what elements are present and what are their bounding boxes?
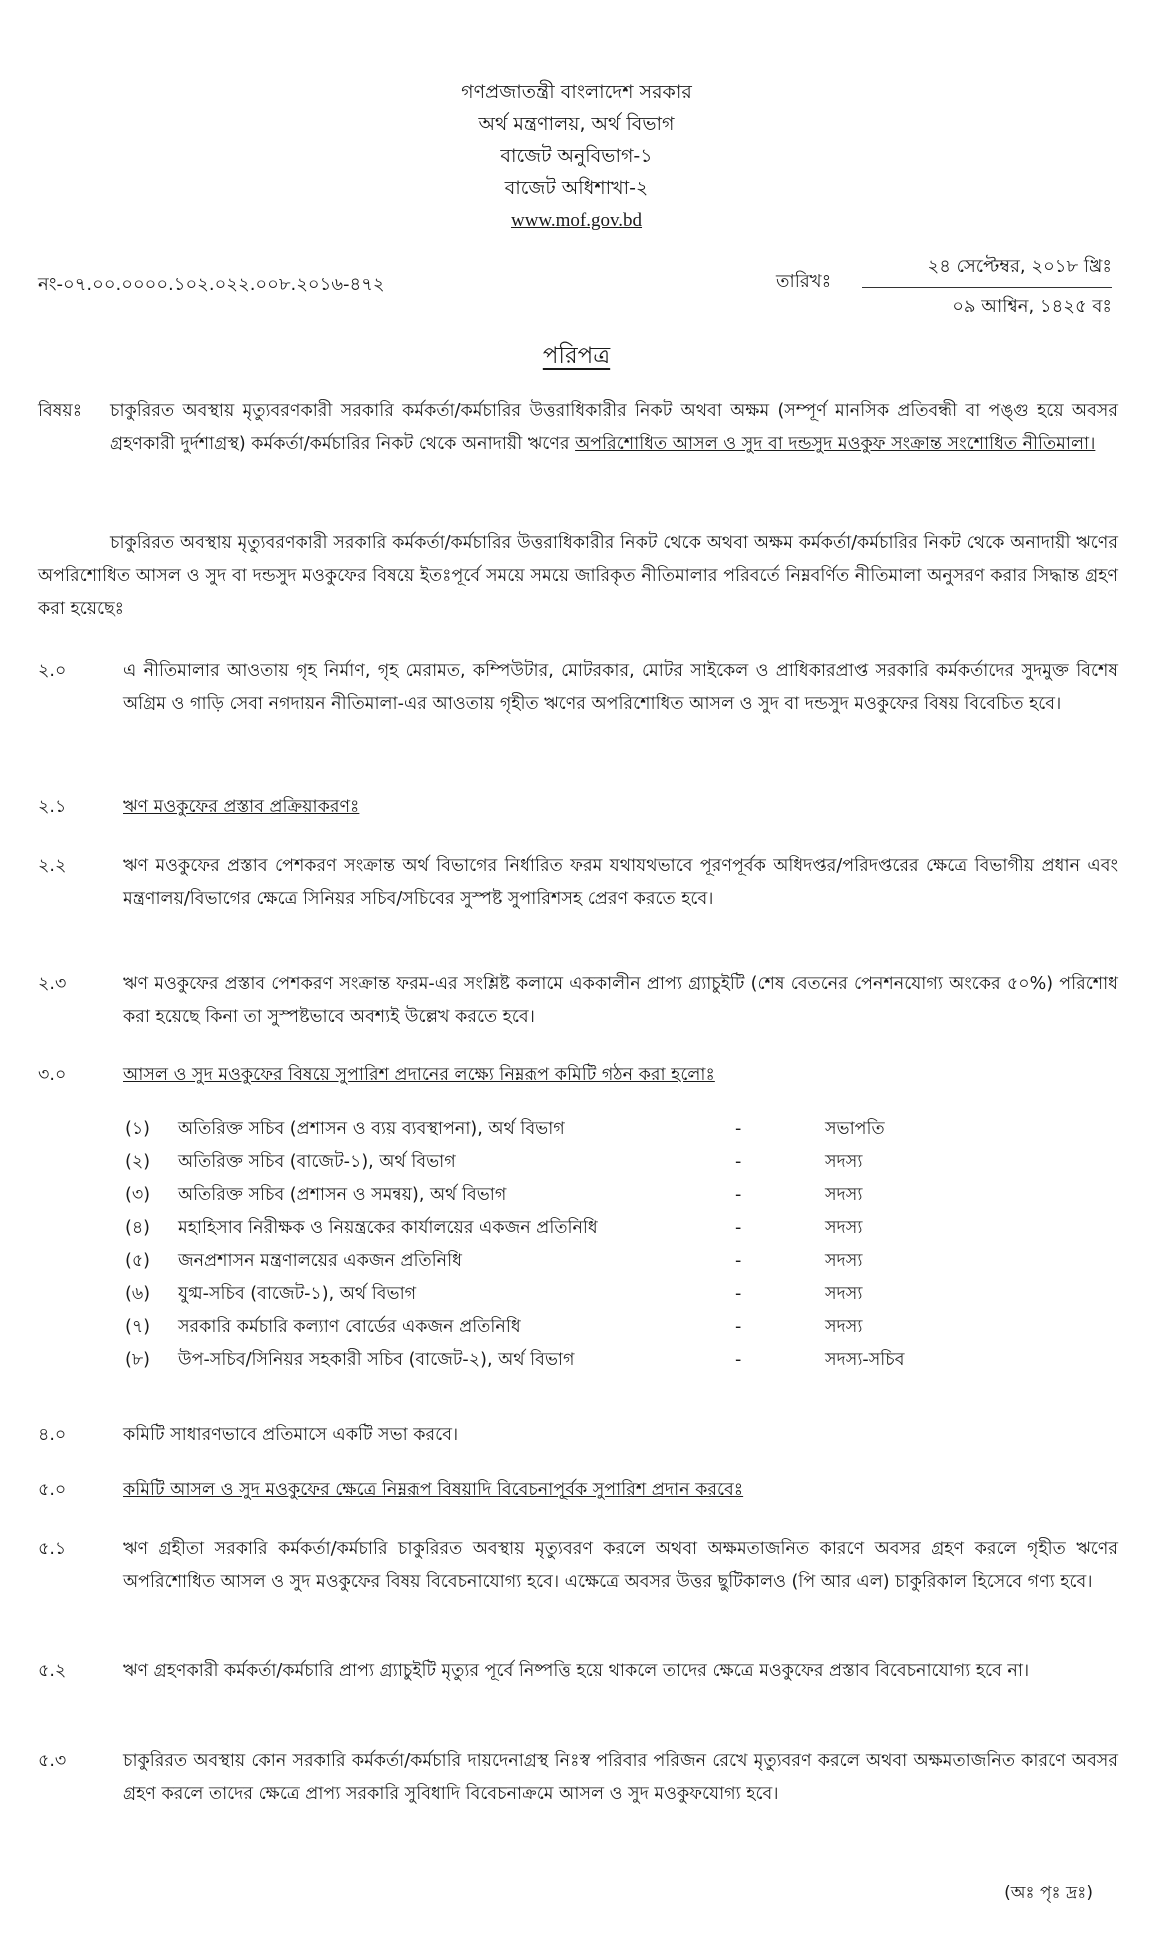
member-name: অতিরিক্ত সচিব (প্রশাসন ও ব্যয় ব্যবস্থাপনা), অর্থ বিভাগ [178, 1119, 565, 1139]
section-text: এ নীতিমালার আওতায় গৃহ নির্মাণ, গৃহ মেরামত, কম্পিউটার, মোটরকার, মোটর সাইকেল ও প্রাধিকারপ্রাপ্ত সরকারি কর্মকর্তাদের সুদমুক্ত বিশেষ অগ্রিম ও গাড়ি সেবা নগদায়ন নীতিমালা-এর আওতায় গৃহীত ঋণের অপরিশোধিত আসল ও সুদ বা দন্ডসুদ মওকুফের বিষয় বিবেচিত হবে। [123, 661, 1118, 714]
section-number: ৫.০ [38, 1480, 67, 1500]
member-dash: - [735, 1218, 742, 1238]
committee-member [125, 1179, 1025, 1212]
member-index: (৮) [125, 1350, 151, 1370]
member-index: (৩) [125, 1185, 151, 1205]
section-4-0 [38, 1419, 1118, 1452]
date-block [862, 252, 1112, 323]
wing-name: বাজেট অনুবিভাগ-১ [500, 145, 653, 167]
member-index: (২) [125, 1152, 151, 1172]
section-number: ৫.১ [38, 1539, 67, 1559]
committee-member [125, 1212, 1025, 1245]
member-role: সদস্য-সচিব [825, 1350, 905, 1370]
section-2-0 [38, 655, 1118, 721]
section-text: ঋণ মওকুফের প্রস্তাব পেশকরণ সংক্রান্ত ফরম-এর সংশ্লিষ্ট কলামে এককালীন প্রাপ্য গ্র্যাচুইটি (শেষ বেতনের পেনশনযোগ্য অংকের ৫০%) পরিশোধ করা হয়েছে কিনা তা সুস্পষ্টভাবে অবশ্যই উল্লেখ করতে হবে। [123, 974, 1118, 1027]
member-dash: - [735, 1119, 742, 1139]
member-dash: - [735, 1152, 742, 1172]
section-text: ঋণ গ্রহণকারী কর্মকর্তা/কর্মচারি প্রাপ্য গ্র্যাচুইটি মৃত্যুর পূর্বে নিষ্পত্তি হয়ে থাকলে তাদের ক্ষেত্রে মওকুফের প্রস্তাব বিবেচনাযোগ্য হবে না। [123, 1661, 1030, 1681]
member-index: (৭) [125, 1317, 151, 1337]
section-number: ৫.৩ [38, 1751, 67, 1771]
section-3-0 [38, 1059, 1118, 1092]
member-index: (৪) [125, 1218, 151, 1238]
subject-underlined: অপরিশোধিত আসল ও সুদ বা দন্ডসুদ মওকুফ সংক্রান্ত সংশোধিত নীতিমালা। [575, 434, 1096, 454]
section-2-2 [38, 850, 1118, 916]
member-name: মহাহিসাব নিরীক্ষক ও নিয়ন্ত্রকের কার্যালয়ের একজন প্রতিনিধি [178, 1218, 598, 1238]
member-dash: - [735, 1251, 742, 1271]
member-name: উপ-সচিব/সিনিয়র সহকারী সচিব (বাজেট-২), অর্থ বিভাগ [178, 1350, 575, 1370]
document-title: পরিপত্র [542, 343, 611, 369]
subject-text: চাকুরিরত অবস্থায় মৃত্যুবরণকারী সরকারি কর্মকর্তা/কর্মচারির উত্তরাধিকারীর নিকট অথবা অক্ষম (সম্পূর্ণ মানসিক প্রতিবন্ধী বা পঙ্গু হয়ে অবসর গ্রহণকারী দুর্দশাগ্রস্থ) কর্মকর্তা/কর্মচারির নিকট থেকে অনাদায়ী ঋণের [110, 401, 1118, 454]
member-dash: - [735, 1350, 742, 1370]
document-title-wrap [0, 337, 1153, 376]
section-heading: ঋণ মওকুফের প্রস্তাব প্রক্রিয়াকরণঃ [123, 797, 360, 817]
section-number: ৪.০ [38, 1425, 67, 1445]
subject-text-wrap [110, 395, 1118, 461]
ministry-name: অর্থ মন্ত্রণালয়, অর্থ বিভাগ [478, 113, 675, 135]
committee-member [125, 1245, 1025, 1278]
branch-name: বাজেট অধিশাখা-২ [504, 177, 649, 199]
section-5-2 [38, 1655, 1118, 1688]
member-dash: - [735, 1185, 742, 1205]
memo-number: নং-০৭.০০.০০০০.১০২.০২২.০০৮.২০১৬-৪৭২ [38, 274, 385, 295]
section-5-0 [38, 1474, 1118, 1507]
member-role: সদস্য [825, 1185, 863, 1205]
section-heading: কমিটি আসল ও সুদ মওকুফের ক্ষেত্রে নিম্নরূপ বিষয়াদি বিবেচনাপূর্বক সুপারিশ প্রদান করবেঃ [123, 1480, 744, 1500]
member-dash: - [735, 1317, 742, 1337]
intro-paragraph: চাকুরিরত অবস্থায় মৃত্যুবরণকারী সরকারি কর্মকর্তা/কর্মচারির উত্তরাধিকারীর নিকট থেকে অথবা অক্ষম কর্মকর্তা/কর্মচারির নিকট থেকে অনাদায়ী ঋণের অপরিশোধিত আসল ও সুদ বা দন্ডসুদ মওকুফের বিষয়ে ইতঃপূর্বে সময়ে সময়ে জারিকৃত নীতিমালার পরিবর্তে নিম্নবর্ণিত নীতিমালা অনুসরণ করার সিদ্ধান্ত গ্রহণ করা হয়েছেঃ [38, 533, 1118, 619]
member-name: অতিরিক্ত সচিব (প্রশাসন ও সমন্বয়), অর্থ বিভাগ [178, 1185, 507, 1205]
member-name: জনপ্রশাসন মন্ত্রণালয়ের একজন প্রতিনিধি [178, 1251, 462, 1271]
section-number: ২.৩ [38, 974, 67, 994]
section-text: চাকুরিরত অবস্থায় কোন সরকারি কর্মকর্তা/কর্মচারি দায়দেনাগ্রস্থ নিঃস্ব পরিবার পরিজন রেখে মৃত্যুবরণ করলে অথবা অক্ষমতাজনিত কারণে অবসর গ্রহণ করলে তাদের ক্ষেত্রে প্রাপ্য সরকারি সুবিধাদি বিবেচনাক্রমে আসল ও সুদ মওকুফযোগ্য হবে। [123, 1751, 1118, 1804]
section-number: ৩.০ [38, 1065, 67, 1085]
member-dash: - [735, 1284, 742, 1304]
section-heading: আসল ও সুদ মওকুফের বিষয়ে সুপারিশ প্রদানের লক্ষ্যে নিম্নরূপ কমিটি গঠন করা হলোঃ [123, 1065, 715, 1085]
section-number: ২.২ [38, 856, 67, 876]
section-2-1 [38, 791, 1118, 824]
date-gregorian: ২৪ সেপ্টেম্বর, ২০১৮ খ্রিঃ [862, 252, 1112, 288]
member-index: (৬) [125, 1284, 151, 1304]
section-text: ঋণ মওকুফের প্রস্তাব পেশকরণ সংক্রান্ত অর্থ বিভাগের নির্ধারিত ফরম যথাযথভাবে পূরণপূর্বক অধিদপ্তর/পরিদপ্তরের ক্ষেত্রে বিভাগীয় প্রধান এবং মন্ত্রণালয়/বিভাগের ক্ষেত্রে সিনিয়র সচিব/সচিবের সুস্পষ্ট সুপারিশসহ প্রেরণ করতে হবে। [123, 856, 1118, 909]
website-link[interactable]: www.mof.gov.bd [510, 210, 643, 231]
please-turn-over: (অঃ পৃঃ দ্রঃ) [1004, 1883, 1093, 1903]
committee-member [125, 1311, 1025, 1344]
member-role: সদস্য [825, 1317, 863, 1337]
section-5-1 [38, 1533, 1118, 1599]
committee-member [125, 1113, 1025, 1146]
member-role: সদস্য [825, 1218, 863, 1238]
member-role: সভাপতি [825, 1119, 885, 1139]
committee-list [125, 1113, 1025, 1377]
section-number: ২.১ [38, 797, 67, 817]
section-5-3 [38, 1745, 1118, 1811]
committee-member [125, 1344, 1025, 1377]
member-name: যুগ্ম-সচিব (বাজেট-১), অর্থ বিভাগ [178, 1284, 417, 1304]
government-name: গণপ্রজাতন্ত্রী বাংলাদেশ সরকার [461, 81, 692, 103]
section-number: ২.০ [38, 661, 67, 681]
section-text: কমিটি সাধারণভাবে প্রতিমাসে একটি সভা করবে। [123, 1425, 459, 1445]
date-label: তারিখঃ [776, 271, 832, 292]
member-name: অতিরিক্ত সচিব (বাজেট-১), অর্থ বিভাগ [178, 1152, 456, 1172]
member-index: (১) [125, 1119, 151, 1139]
member-index: (৫) [125, 1251, 151, 1271]
member-role: সদস্য [825, 1251, 863, 1271]
section-text: ঋণ গ্রহীতা সরকারি কর্মকর্তা/কর্মচারি চাকুরিরত অবস্থায় মৃত্যুবরণ করলে অথবা অক্ষমতাজনিত কারণে অবসর গ্রহণ করলে গৃহীত ঋণের অপরিশোধিত আসল ও সুদ মওকুফের বিষয় বিবেচনাযোগ্য হবে। এক্ষেত্রে অবসর উত্তর ছুটিকালও (পি আর এল) চাকুরিকাল হিসেবে গণ্য হবে। [123, 1539, 1118, 1592]
letterhead [0, 76, 1153, 237]
subject-label: বিষয়ঃ [38, 401, 83, 421]
date-bangla: ০৯ আশ্বিন, ১৪২৫ বঃ [952, 296, 1112, 317]
committee-member [125, 1278, 1025, 1311]
member-role: সদস্য [825, 1152, 863, 1172]
member-name: সরকারি কর্মচারি কল্যাণ বোর্ডের একজন প্রতিনিধি [178, 1317, 521, 1337]
section-2-3 [38, 968, 1118, 1034]
subject-block [38, 395, 1118, 461]
member-role: সদস্য [825, 1284, 863, 1304]
section-number: ৫.২ [38, 1661, 67, 1681]
committee-member [125, 1146, 1025, 1179]
